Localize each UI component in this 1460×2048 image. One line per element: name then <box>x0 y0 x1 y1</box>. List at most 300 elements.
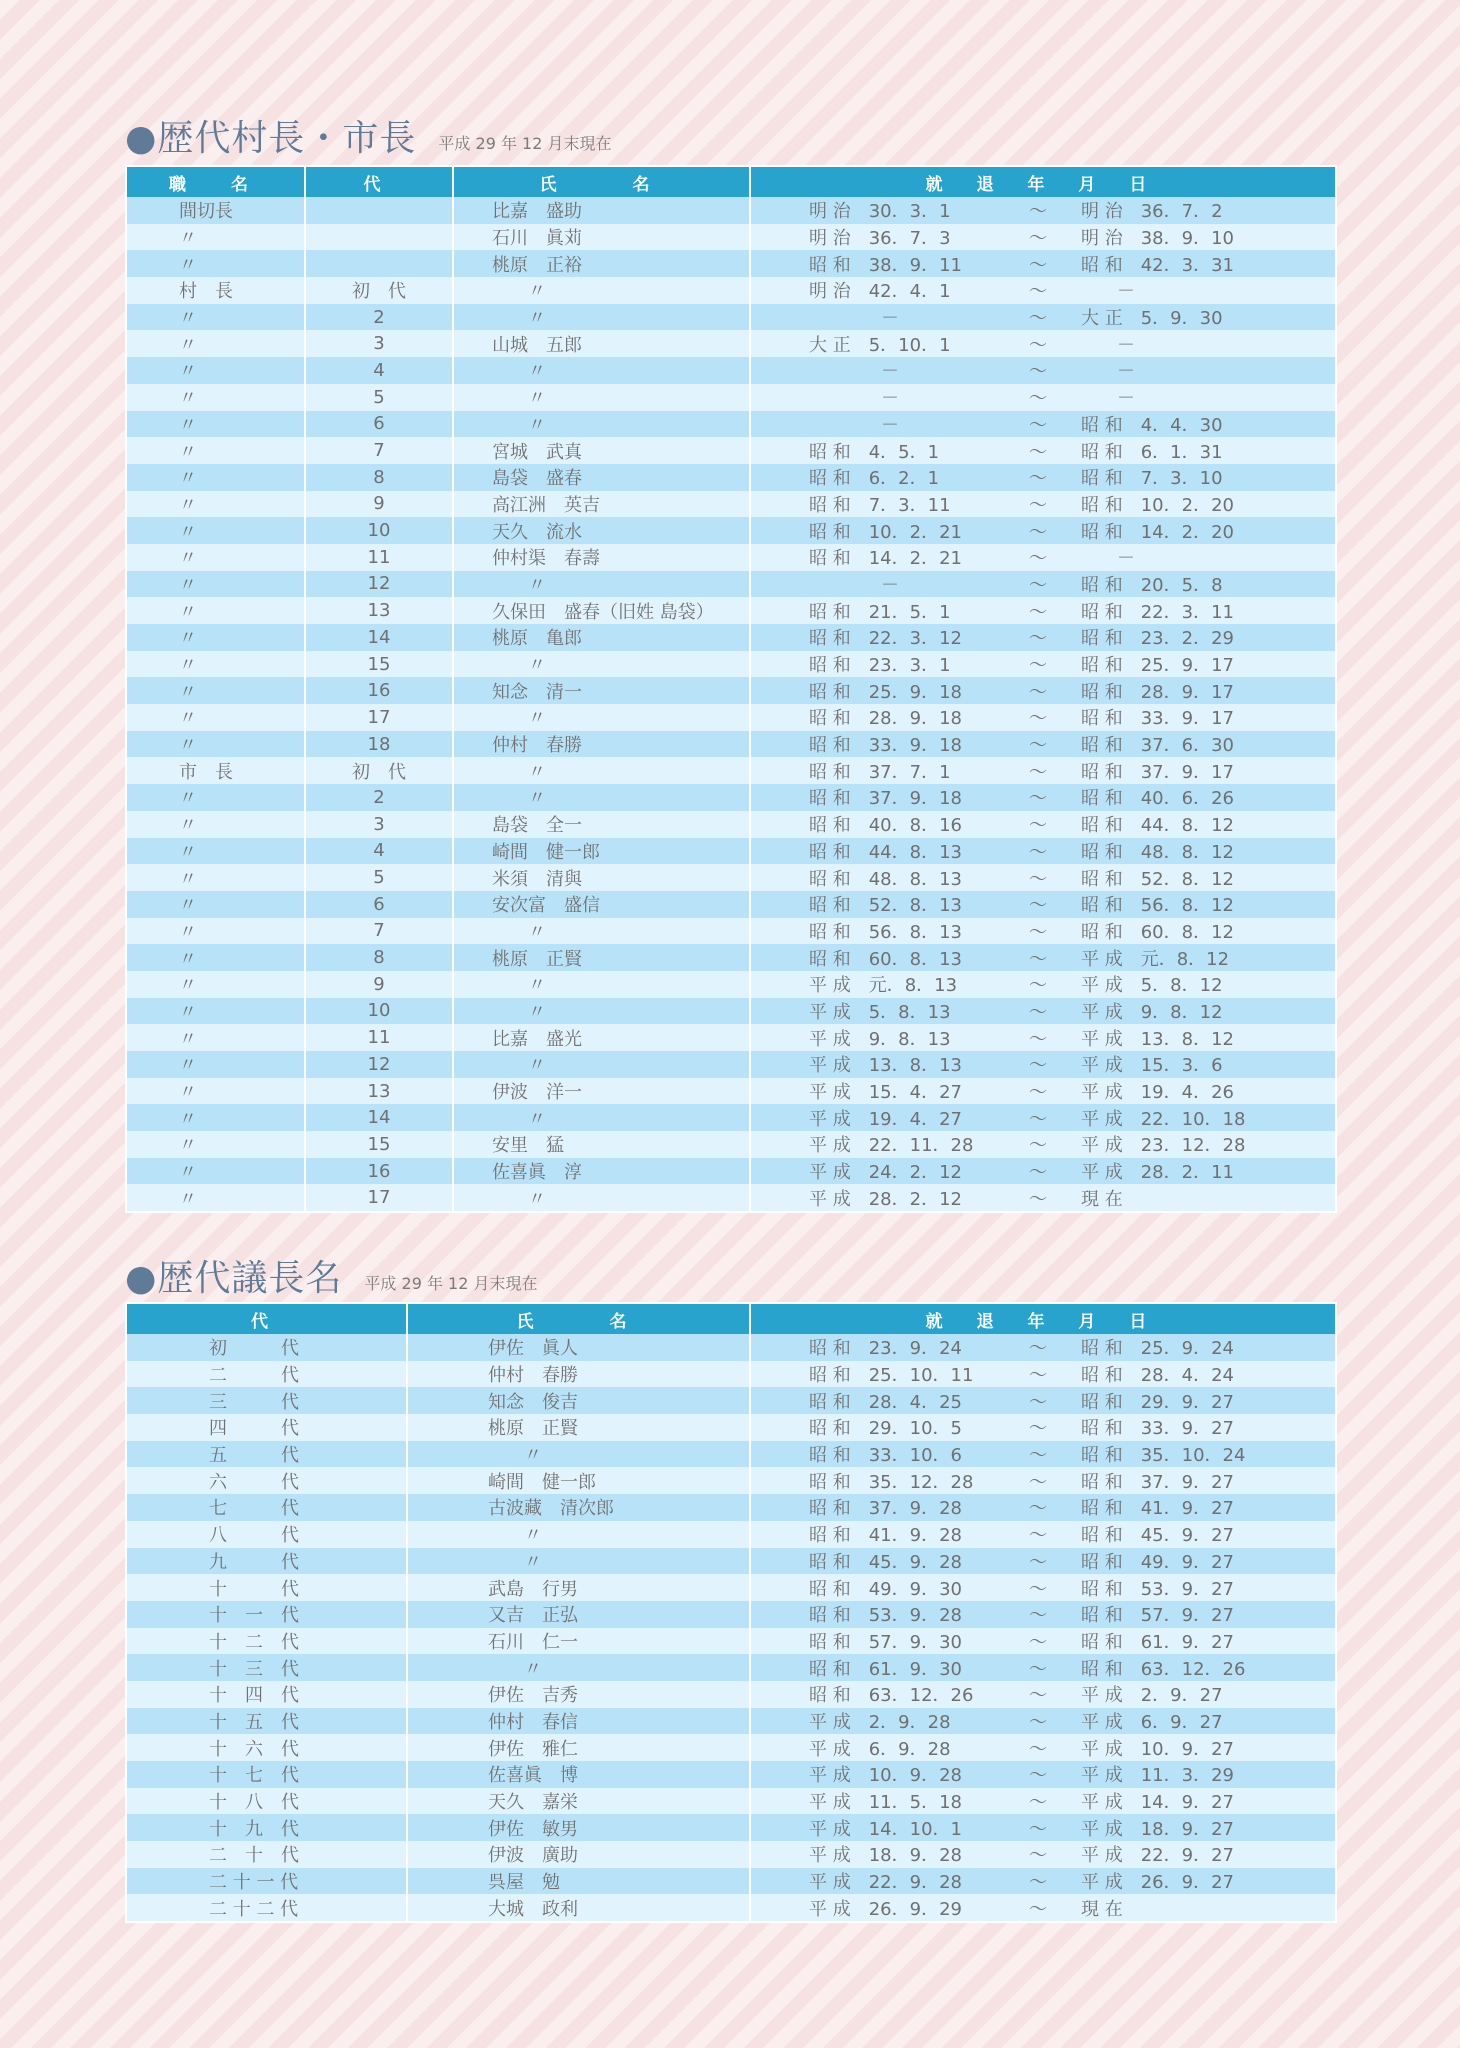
term-separator: ～ <box>1029 1418 1047 1440</box>
table-row <box>126 571 1336 598</box>
term-separator: ～ <box>1029 868 1047 890</box>
post-cell: 〃 <box>126 304 305 331</box>
term-start: 昭 和 48．8．13 <box>809 868 962 890</box>
name-cell: 佐喜眞 博 <box>407 1761 750 1788</box>
post-cell: 村 長 <box>126 277 305 304</box>
name-cell: 〃 <box>453 1104 750 1131</box>
name-cell: 山城 五郎 <box>453 330 750 357</box>
generation-cell: 9 <box>305 491 453 518</box>
name-cell: 石川 眞苅 <box>453 224 750 251</box>
term-separator: ～ <box>1029 921 1047 943</box>
term-separator: ～ <box>1029 1658 1047 1680</box>
term-start: 昭 和 63．12．26 <box>809 1685 974 1707</box>
term-end: 昭 和 10．2．20 <box>1081 494 1234 516</box>
term-cell <box>750 437 1336 464</box>
name-cell: 武島 行男 <box>407 1574 750 1601</box>
term-end: － <box>1081 334 1135 356</box>
post-cell: 〃 <box>126 411 305 438</box>
name-cell: 〃 <box>407 1548 750 1575</box>
term-separator: ～ <box>1029 1631 1047 1653</box>
term-end: 平 成 15．3．6 <box>1081 1055 1223 1077</box>
name-cell: 〃 <box>453 918 750 945</box>
generation-cell: 9 <box>305 971 453 998</box>
term-start: 平 成 9．8．13 <box>809 1028 951 1050</box>
name-cell: 〃 <box>453 384 750 411</box>
post-cell: 〃 <box>126 1184 305 1212</box>
post-cell: 〃 <box>126 624 305 651</box>
table-row <box>126 624 1336 651</box>
term-separator: ～ <box>1029 1792 1047 1814</box>
term-start: 平 成 元．8．13 <box>809 975 958 997</box>
name-cell: 桃原 正裕 <box>453 250 750 277</box>
term-end: 昭 和 25．9．17 <box>1081 655 1234 677</box>
name-cell: 安次富 盛信 <box>453 891 750 918</box>
name-cell: 〃 <box>407 1654 750 1681</box>
term-separator: ～ <box>1029 1082 1047 1104</box>
term-start: 昭 和 61．9．30 <box>809 1658 962 1680</box>
chairs-section-header <box>125 1250 538 1301</box>
post-cell: 〃 <box>126 998 305 1025</box>
generation-cell: 十 九 代 <box>126 1814 407 1841</box>
term-start: 昭 和 53．9．28 <box>809 1605 962 1627</box>
generation-cell: 11 <box>305 1024 453 1051</box>
term-cell <box>750 1548 1336 1575</box>
post-cell: 〃 <box>126 918 305 945</box>
name-cell: 〃 <box>453 304 750 331</box>
generation-cell: 十 四 代 <box>126 1681 407 1708</box>
name-cell: 〃 <box>453 1051 750 1078</box>
name-cell: 桃原 正賢 <box>407 1414 750 1441</box>
term-start: 明 治 30．3．1 <box>809 201 951 223</box>
term-separator: ～ <box>1029 761 1047 783</box>
term-start: 昭 和 6．2．1 <box>809 468 940 490</box>
term-separator: ～ <box>1029 1551 1047 1573</box>
table-row <box>126 651 1336 678</box>
term-cell <box>750 918 1336 945</box>
term-cell <box>750 1868 1336 1895</box>
term-separator: ～ <box>1029 735 1047 757</box>
chairs-table <box>125 1302 1337 1923</box>
term-cell <box>750 677 1336 704</box>
table-row <box>126 1681 1336 1708</box>
term-cell <box>750 1334 1336 1361</box>
generation-cell: 十 七 代 <box>126 1761 407 1788</box>
term-start: 昭 和 37．9．18 <box>809 788 962 810</box>
term-end: 平 成 元．8．12 <box>1081 948 1230 970</box>
generation-cell: 初 代 <box>305 757 453 784</box>
term-separator: ～ <box>1029 1471 1047 1493</box>
term-start: 明 治 36．7．3 <box>809 228 951 250</box>
name-cell: 崎間 健一郎 <box>453 838 750 865</box>
term-end: 平 成 13．8．12 <box>1081 1028 1234 1050</box>
term-cell <box>750 1051 1336 1078</box>
term-separator: ～ <box>1029 1001 1047 1023</box>
table-row <box>126 864 1336 891</box>
term-start: 昭 和 37．9．28 <box>809 1498 962 1520</box>
term-cell <box>750 757 1336 784</box>
term-end: 昭 和 40．6．26 <box>1081 788 1234 810</box>
term-end: 平 成 14．9．27 <box>1081 1792 1234 1814</box>
term-separator: ～ <box>1029 1108 1047 1130</box>
generation-cell: 17 <box>305 704 453 731</box>
post-cell: 〃 <box>126 731 305 758</box>
term-end: 昭 和 49．9．27 <box>1081 1551 1234 1573</box>
term-start: 平 成 15．4．27 <box>809 1082 962 1104</box>
term-end: 昭 和 25．9．24 <box>1081 1338 1234 1360</box>
table-row <box>126 250 1336 277</box>
term-end: 平 成 5．8．12 <box>1081 975 1223 997</box>
table-row <box>126 544 1336 571</box>
term-end: 昭 和 60．8．12 <box>1081 921 1234 943</box>
generation-cell: 18 <box>305 731 453 758</box>
header-post: 職 名 <box>126 166 305 197</box>
name-cell: 〃 <box>453 704 750 731</box>
name-cell: 安里 猛 <box>453 1131 750 1158</box>
table-row <box>126 1467 1336 1494</box>
table-row <box>126 464 1336 491</box>
table-row <box>126 1841 1336 1868</box>
term-start: 平 成 13．8．13 <box>809 1055 962 1077</box>
term-cell <box>750 838 1336 865</box>
name-cell: 伊佐 雅仁 <box>407 1734 750 1761</box>
name-cell: 伊波 洋一 <box>453 1078 750 1105</box>
table-row <box>126 1868 1336 1895</box>
table-row <box>126 784 1336 811</box>
name-cell: 仲村 春勝 <box>453 731 750 758</box>
term-start: 昭 和 38．9．11 <box>809 254 962 276</box>
term-end: 昭 和 48．8．12 <box>1081 841 1234 863</box>
name-cell: 〃 <box>453 357 750 384</box>
header-term: 就 退 年 月 日 <box>750 166 1336 197</box>
term-separator: ～ <box>1029 1578 1047 1600</box>
term-cell <box>750 1814 1336 1841</box>
generation-cell: 8 <box>305 944 453 971</box>
term-separator: ～ <box>1029 975 1047 997</box>
table-row <box>126 1441 1336 1468</box>
term-start: 平 成 2．9．28 <box>809 1711 951 1733</box>
term-cell <box>750 571 1336 598</box>
post-cell: 〃 <box>126 1131 305 1158</box>
term-cell <box>750 1467 1336 1494</box>
table-row <box>126 437 1336 464</box>
post-cell: 〃 <box>126 384 305 411</box>
term-start: 昭 和 37．7．1 <box>809 761 951 783</box>
post-cell: 〃 <box>126 651 305 678</box>
chairs-title: ●歴代議長名 <box>125 1258 343 1299</box>
term-end: 平 成 26．9．27 <box>1081 1872 1234 1894</box>
mayors-header-row <box>126 166 1336 197</box>
generation-cell: 7 <box>305 437 453 464</box>
term-end: 昭 和 20．5．8 <box>1081 574 1223 596</box>
name-cell: 高江洲 英吉 <box>453 491 750 518</box>
term-separator: ～ <box>1029 1845 1047 1867</box>
term-start: 平 成 22．9．28 <box>809 1872 962 1894</box>
post-cell: 〃 <box>126 464 305 491</box>
generation-cell: 二 十 代 <box>126 1841 407 1868</box>
term-end: 昭 和 44．8．12 <box>1081 815 1234 837</box>
term-cell <box>750 411 1336 438</box>
name-cell: 伊佐 眞人 <box>407 1334 750 1361</box>
term-cell <box>750 517 1336 544</box>
generation-cell: 11 <box>305 544 453 571</box>
term-cell <box>750 384 1336 411</box>
generation-cell: 12 <box>305 571 453 598</box>
table-row <box>126 1051 1336 1078</box>
post-cell: 〃 <box>126 677 305 704</box>
generation-cell: 六 代 <box>126 1467 407 1494</box>
generation-cell: 八 代 <box>126 1521 407 1548</box>
name-cell: 宮城 武真 <box>453 437 750 464</box>
term-end: 平 成 19．4．26 <box>1081 1082 1234 1104</box>
header-term: 就 退 年 月 日 <box>750 1303 1336 1334</box>
mayors-note: 平成 29 年 12 月末現在 <box>438 134 612 153</box>
generation-cell: 十 二 代 <box>126 1628 407 1655</box>
term-cell <box>750 971 1336 998</box>
term-start: 昭 和 22．3．12 <box>809 628 962 650</box>
term-separator: ～ <box>1029 1162 1047 1184</box>
term-cell <box>750 1414 1336 1441</box>
term-end: 昭 和 52．8．12 <box>1081 868 1234 890</box>
term-separator: ～ <box>1029 1605 1047 1627</box>
term-start: － <box>809 361 899 383</box>
table-row <box>126 1734 1336 1761</box>
term-start: 平 成 11．5．18 <box>809 1792 962 1814</box>
term-separator: ～ <box>1029 1898 1047 1920</box>
term-start: 平 成 6．9．28 <box>809 1738 951 1760</box>
term-cell <box>750 1078 1336 1105</box>
term-end: 昭 和 28．9．17 <box>1081 681 1234 703</box>
name-cell: 〃 <box>453 784 750 811</box>
generation-cell: 6 <box>305 891 453 918</box>
term-end: 平 成 6．9．27 <box>1081 1711 1223 1733</box>
name-cell: 天久 流水 <box>453 517 750 544</box>
table-row <box>126 838 1336 865</box>
generation-cell: 三 代 <box>126 1387 407 1414</box>
post-cell: 〃 <box>126 864 305 891</box>
term-separator: ～ <box>1029 1445 1047 1467</box>
name-cell: 佐喜眞 淳 <box>453 1158 750 1185</box>
term-separator: ～ <box>1029 1055 1047 1077</box>
term-cell <box>750 224 1336 251</box>
term-end: 平 成 18．9．27 <box>1081 1818 1234 1840</box>
name-cell: 知念 俊吉 <box>407 1387 750 1414</box>
term-end: 昭 和 42．3．31 <box>1081 254 1234 276</box>
term-separator: ～ <box>1029 1765 1047 1787</box>
generation-cell: 二 十 二 代 <box>126 1894 407 1922</box>
name-cell: 伊波 廣助 <box>407 1841 750 1868</box>
term-start: 昭 和 52．8．13 <box>809 895 962 917</box>
term-cell <box>750 1761 1336 1788</box>
term-start: 平 成 14．10．1 <box>809 1818 962 1840</box>
term-separator: ～ <box>1029 628 1047 650</box>
term-end: 現 在 <box>1081 1898 1123 1920</box>
term-separator: ～ <box>1029 334 1047 356</box>
name-cell: 崎間 健一郎 <box>407 1467 750 1494</box>
name-cell: 〃 <box>453 1184 750 1212</box>
post-cell: 〃 <box>126 1104 305 1131</box>
table-row <box>126 971 1336 998</box>
term-cell <box>750 197 1336 224</box>
table-row <box>126 597 1336 624</box>
post-cell: 〃 <box>126 811 305 838</box>
table-row <box>126 1414 1336 1441</box>
table-row <box>126 1387 1336 1414</box>
term-separator: ～ <box>1029 574 1047 596</box>
table-row <box>126 304 1336 331</box>
term-cell <box>750 1387 1336 1414</box>
term-separator: ～ <box>1029 228 1047 250</box>
table-row <box>126 1131 1336 1158</box>
generation-cell: 十 五 代 <box>126 1708 407 1735</box>
term-separator: ～ <box>1029 521 1047 543</box>
table-row <box>126 757 1336 784</box>
name-cell: 〃 <box>453 277 750 304</box>
generation-cell: 四 代 <box>126 1414 407 1441</box>
term-start: 平 成 24．2．12 <box>809 1162 962 1184</box>
term-start: 昭 和 28．9．18 <box>809 708 962 730</box>
term-separator: ～ <box>1029 1391 1047 1413</box>
term-cell <box>750 944 1336 971</box>
table-row <box>126 357 1336 384</box>
term-separator: ～ <box>1029 414 1047 436</box>
table-row <box>126 731 1336 758</box>
term-start: 昭 和 29．10．5 <box>809 1418 962 1440</box>
post-cell: 〃 <box>126 250 305 277</box>
table-row <box>126 1761 1336 1788</box>
term-separator: ～ <box>1029 1028 1047 1050</box>
table-row <box>126 1548 1336 1575</box>
term-separator: ～ <box>1029 201 1047 223</box>
table-row <box>126 411 1336 438</box>
term-cell <box>750 704 1336 731</box>
generation-cell: 初 代 <box>126 1334 407 1361</box>
table-row <box>126 1601 1336 1628</box>
generation-cell: 二 代 <box>126 1361 407 1388</box>
table-row <box>126 811 1336 838</box>
post-cell: 〃 <box>126 357 305 384</box>
term-end: 平 成 2．9．27 <box>1081 1685 1223 1707</box>
term-cell <box>750 784 1336 811</box>
post-cell: 〃 <box>126 944 305 971</box>
term-separator: ～ <box>1029 494 1047 516</box>
term-cell <box>750 1628 1336 1655</box>
term-separator: ～ <box>1029 841 1047 863</box>
post-cell: 〃 <box>126 571 305 598</box>
term-cell <box>750 464 1336 491</box>
term-end: 昭 和 63．12．26 <box>1081 1658 1246 1680</box>
term-start: 昭 和 4．5．1 <box>809 441 940 463</box>
mayors-table-body <box>126 197 1336 1212</box>
post-cell: 〃 <box>126 544 305 571</box>
header-name: 氏 名 <box>407 1303 750 1334</box>
term-cell <box>750 1521 1336 1548</box>
term-cell <box>750 811 1336 838</box>
term-separator: ～ <box>1029 681 1047 703</box>
table-row <box>126 1654 1336 1681</box>
term-start: － <box>809 574 899 596</box>
generation-cell <box>305 224 453 251</box>
chairs-header-row <box>126 1303 1336 1334</box>
term-separator: ～ <box>1029 1818 1047 1840</box>
name-cell: 〃 <box>407 1521 750 1548</box>
term-separator: ～ <box>1029 1872 1047 1894</box>
term-cell <box>750 864 1336 891</box>
post-cell: 間切長 <box>126 197 305 224</box>
term-cell <box>750 491 1336 518</box>
generation-cell: 14 <box>305 1104 453 1131</box>
term-cell <box>750 731 1336 758</box>
term-end: 大 正 5．9．30 <box>1081 308 1223 330</box>
term-end: 昭 和 6．1．31 <box>1081 441 1223 463</box>
table-row <box>126 1574 1336 1601</box>
name-cell: 石川 仁一 <box>407 1628 750 1655</box>
term-start: 昭 和 28．4．25 <box>809 1391 962 1413</box>
term-end: 昭 和 37．9．17 <box>1081 761 1234 783</box>
generation-cell: 6 <box>305 411 453 438</box>
term-end: － <box>1081 388 1135 410</box>
name-cell: 桃原 亀郎 <box>453 624 750 651</box>
term-end: － <box>1081 361 1135 383</box>
term-cell <box>750 998 1336 1025</box>
generation-cell: 2 <box>305 304 453 331</box>
generation-cell: 十 八 代 <box>126 1788 407 1815</box>
table-row <box>126 1334 1336 1361</box>
term-cell <box>750 1681 1336 1708</box>
table-row <box>126 197 1336 224</box>
table-row <box>126 704 1336 731</box>
term-separator: ～ <box>1029 1525 1047 1547</box>
term-separator: ～ <box>1029 1365 1047 1387</box>
term-cell <box>750 250 1336 277</box>
term-cell <box>750 1841 1336 1868</box>
name-cell: 比嘉 盛助 <box>453 197 750 224</box>
table-row <box>126 1158 1336 1185</box>
term-separator: ～ <box>1029 655 1047 677</box>
name-cell: 〃 <box>453 757 750 784</box>
name-cell: 〃 <box>453 651 750 678</box>
term-cell <box>750 1574 1336 1601</box>
generation-cell: 十 六 代 <box>126 1734 407 1761</box>
post-cell: 〃 <box>126 491 305 518</box>
term-separator: ～ <box>1029 1685 1047 1707</box>
header-generation: 代 <box>305 166 453 197</box>
name-cell: 大城 政利 <box>407 1894 750 1922</box>
term-cell <box>750 1788 1336 1815</box>
term-cell <box>750 1708 1336 1735</box>
post-cell: 〃 <box>126 891 305 918</box>
term-end: 昭 和 22．3．11 <box>1081 601 1234 623</box>
term-start: 昭 和 33．9．18 <box>809 735 962 757</box>
term-end: 明 治 38．9．10 <box>1081 228 1234 250</box>
table-row <box>126 1628 1336 1655</box>
generation-cell: 十 三 代 <box>126 1654 407 1681</box>
name-cell: 島袋 盛春 <box>453 464 750 491</box>
name-cell: 島袋 全一 <box>453 811 750 838</box>
term-start: 平 成 19．4．27 <box>809 1108 962 1130</box>
term-separator: ～ <box>1029 1135 1047 1157</box>
mayors-table <box>125 165 1337 1213</box>
term-start: 平 成 10．9．28 <box>809 1765 962 1787</box>
generation-cell: 12 <box>305 1051 453 1078</box>
generation-cell <box>305 197 453 224</box>
generation-cell: 七 代 <box>126 1494 407 1521</box>
term-end: 昭 和 14．2．20 <box>1081 521 1234 543</box>
term-separator: ～ <box>1029 788 1047 810</box>
term-start: － <box>809 414 899 436</box>
term-cell <box>750 597 1336 624</box>
term-end: 平 成 22．9．27 <box>1081 1845 1234 1867</box>
term-cell <box>750 304 1336 331</box>
